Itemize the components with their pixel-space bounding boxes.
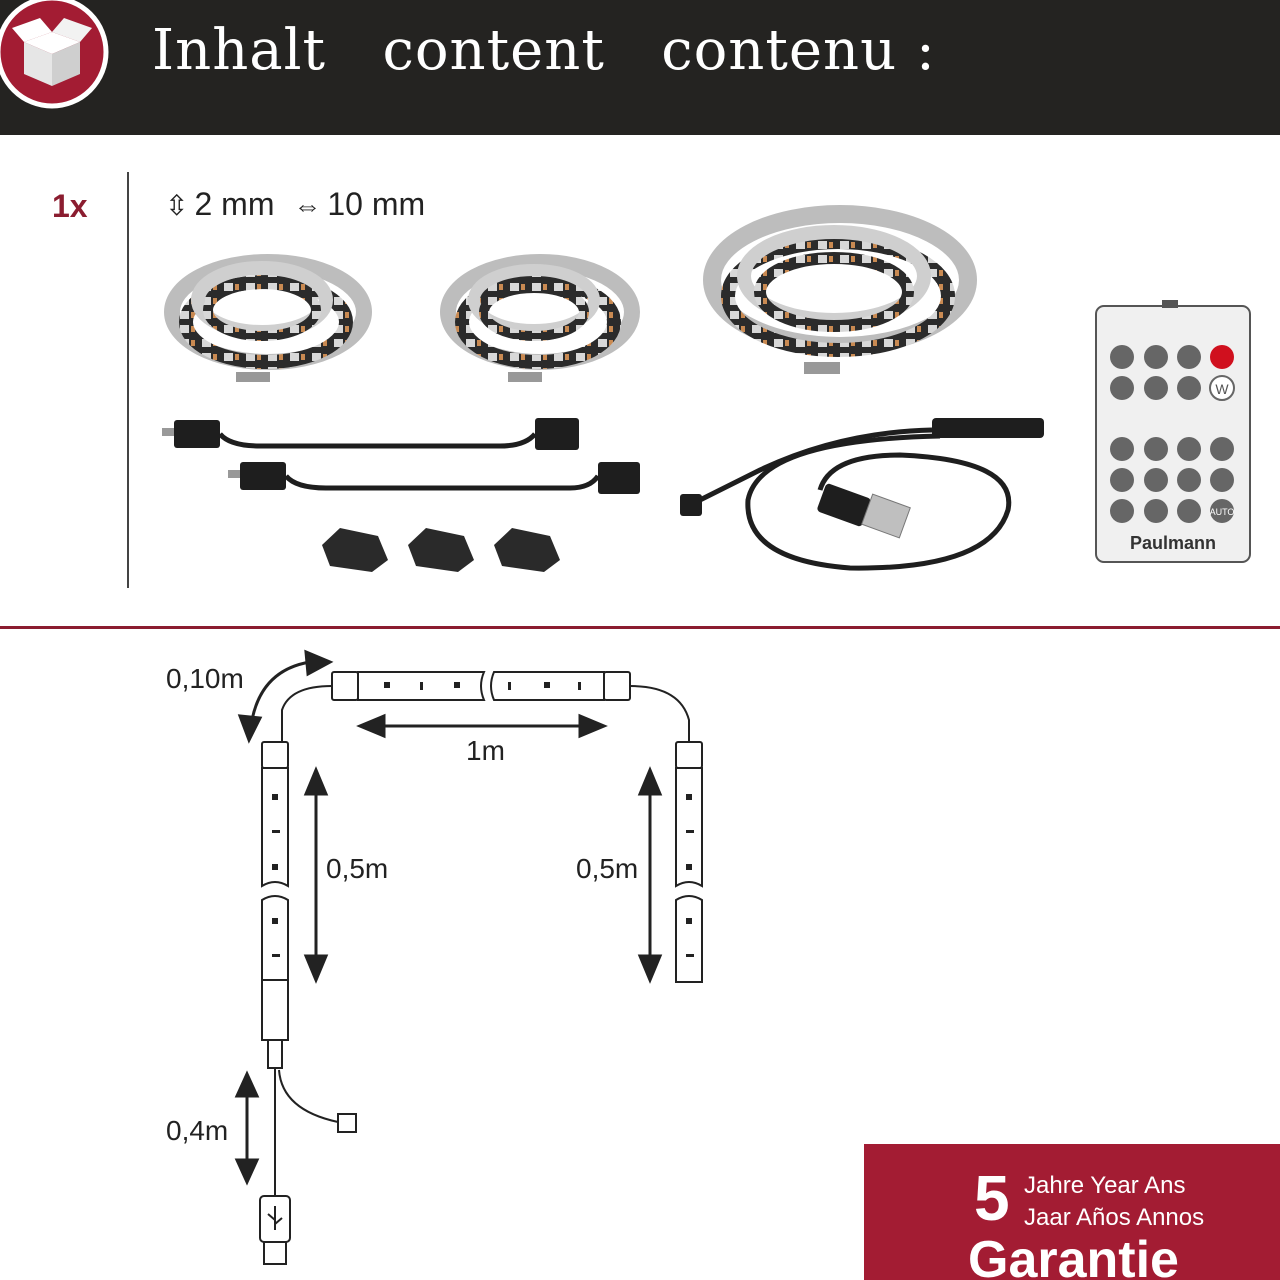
right-length-label: 0,5m (576, 853, 639, 884)
vertical-arrow-icon: ⇳ (165, 190, 189, 221)
width-value: 10 mm (327, 186, 426, 222)
remote-w-button: W (1215, 381, 1229, 397)
remote-auto-button: AUTO (1209, 507, 1235, 517)
warranty-years: 5 (974, 1162, 1010, 1234)
corner-length-label: 0,10m (166, 663, 244, 694)
cable-length-label: 0,4m (166, 1115, 229, 1146)
quantity-label: 1x (52, 188, 88, 224)
remote-control (1096, 300, 1250, 562)
section-divider (0, 626, 1280, 629)
mounting-clip (494, 528, 560, 572)
warranty-line-2: Jaar Años Annos (1024, 1204, 1205, 1231)
mounting-clip (322, 528, 388, 572)
left-length-label: 0,5m (326, 853, 389, 884)
horizontal-arrow-icon: ⇔ (293, 190, 322, 221)
height-value: 2 mm (194, 186, 275, 222)
product-illustration (0, 0, 1280, 630)
connector-cable (228, 462, 640, 494)
led-strip-coil (448, 262, 632, 382)
warranty-badge (864, 1144, 1280, 1280)
connector-cable (162, 418, 579, 450)
remote-brand-label: Paulmann (1129, 533, 1217, 553)
mounting-clip (408, 528, 474, 572)
usb-controller-cable (680, 418, 1044, 568)
warranty-line-1: Jahre Year Ans (1024, 1172, 1186, 1199)
led-strip-coil (712, 214, 968, 374)
page-title: Inhalt content contenu : (152, 18, 936, 83)
top-length-label: 1m (466, 735, 505, 766)
warranty-word: Garantie (968, 1231, 1179, 1280)
led-strip-coil (172, 262, 364, 382)
